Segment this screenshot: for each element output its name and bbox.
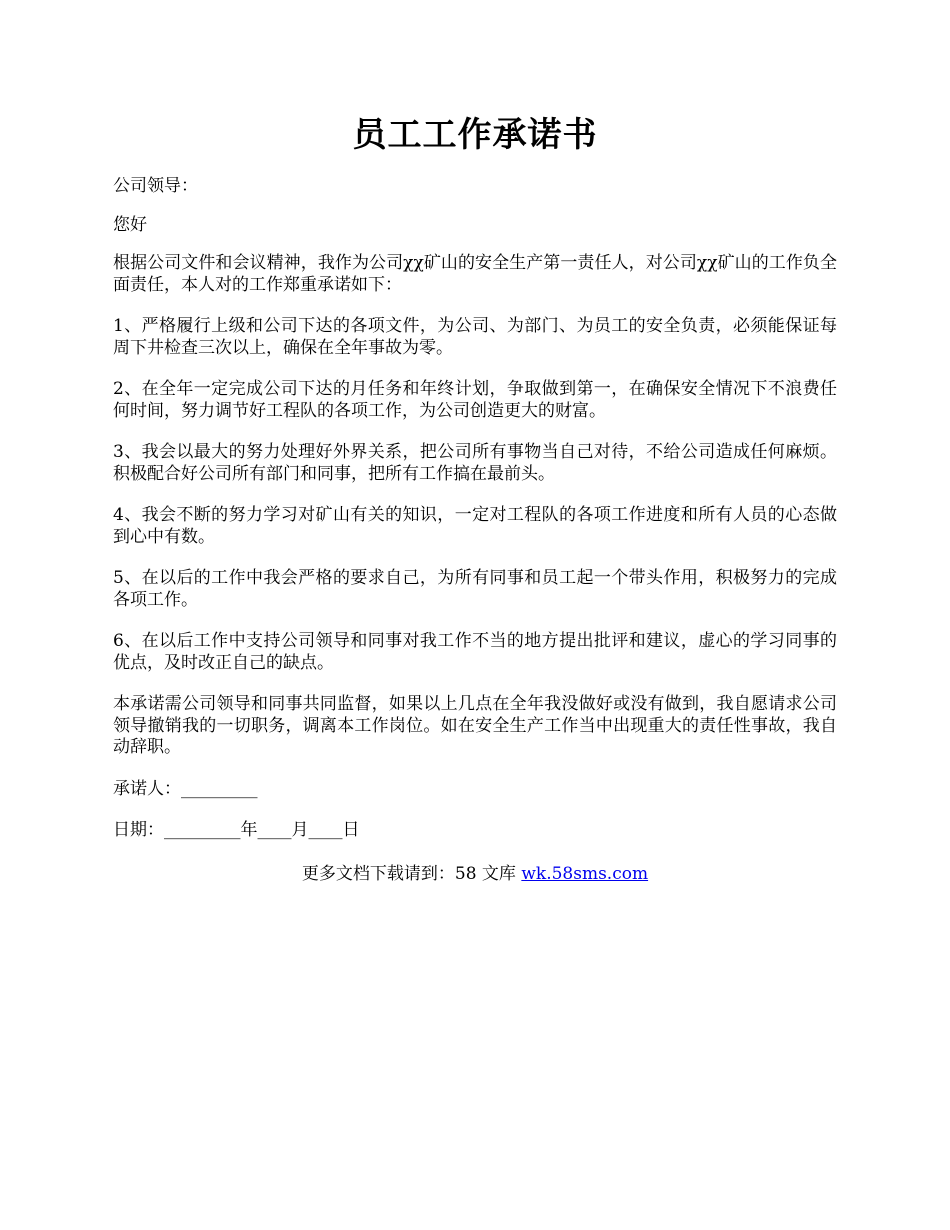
document-title: 员工工作承诺书	[352, 115, 598, 155]
paragraph-item-2: 2、在全年一定完成公司下达的月任务和年终计划，争取做到第一，在确保安全情况下不浪费任何时间，努力调节好工程队的各项工作，为公司创造更大的财富。	[113, 379, 837, 421]
paragraph-item-5: 5、在以后的工作中我会严格的要求自己，为所有同事和员工起一个带头作用，积极努力的完成各项工作。	[113, 568, 837, 610]
paragraph-item-1: 1、严格履行上级和公司下达的各项文件，为公司、为部门、为员工的安全负责，必须能保证每周下井检查三次以上，确保在全年事故为零。	[113, 316, 837, 358]
salutation: 公司领导：	[113, 176, 198, 196]
document-body	[113, 176, 837, 862]
signature-line: 承诺人：_________	[113, 778, 258, 799]
paragraph-intro: 根据公司文件和会议精神，我作为公司χχ矿山的安全生产第一责任人，对公司χχ矿山的工作负全面责任，本人对的工作郑重承诺如下：	[113, 253, 837, 295]
paragraph-item-3: 3、我会以最大的努力处理好外界关系，把公司所有事物当自己对待，不给公司造成任何麻烦。积极配合好公司所有部门和同事，把所有工作搞在最前头。	[113, 442, 837, 484]
greeting: 您好	[113, 214, 147, 235]
footer	[0, 862, 950, 886]
date-line: 日期：_________年____月____日	[113, 820, 360, 840]
footer-prefix: 更多文档下载请到：58 文库	[301, 864, 522, 884]
paragraph-item-4: 4、我会不断的努力学习对矿山有关的知识，一定对工程队的各项工作进度和所有人员的心态做到心中有数。	[113, 505, 837, 547]
paragraph-item-6: 6、在以后工作中支持公司领导和同事对我工作不当的地方提出批评和建议，虚心的学习同事的优点，及时改正自己的缺点。	[113, 631, 837, 673]
paragraph-closing: 本承诺需公司领导和同事共同监督，如果以上几点在全年我没做好或没有做到，我自愿请求公司领导撤销我的一切职务，调离本工作岗位。如在安全生产工作当中出现重大的责任性事故，我自动辞职。	[113, 694, 837, 757]
footer-link[interactable]: wk.58sms.com	[521, 864, 649, 884]
